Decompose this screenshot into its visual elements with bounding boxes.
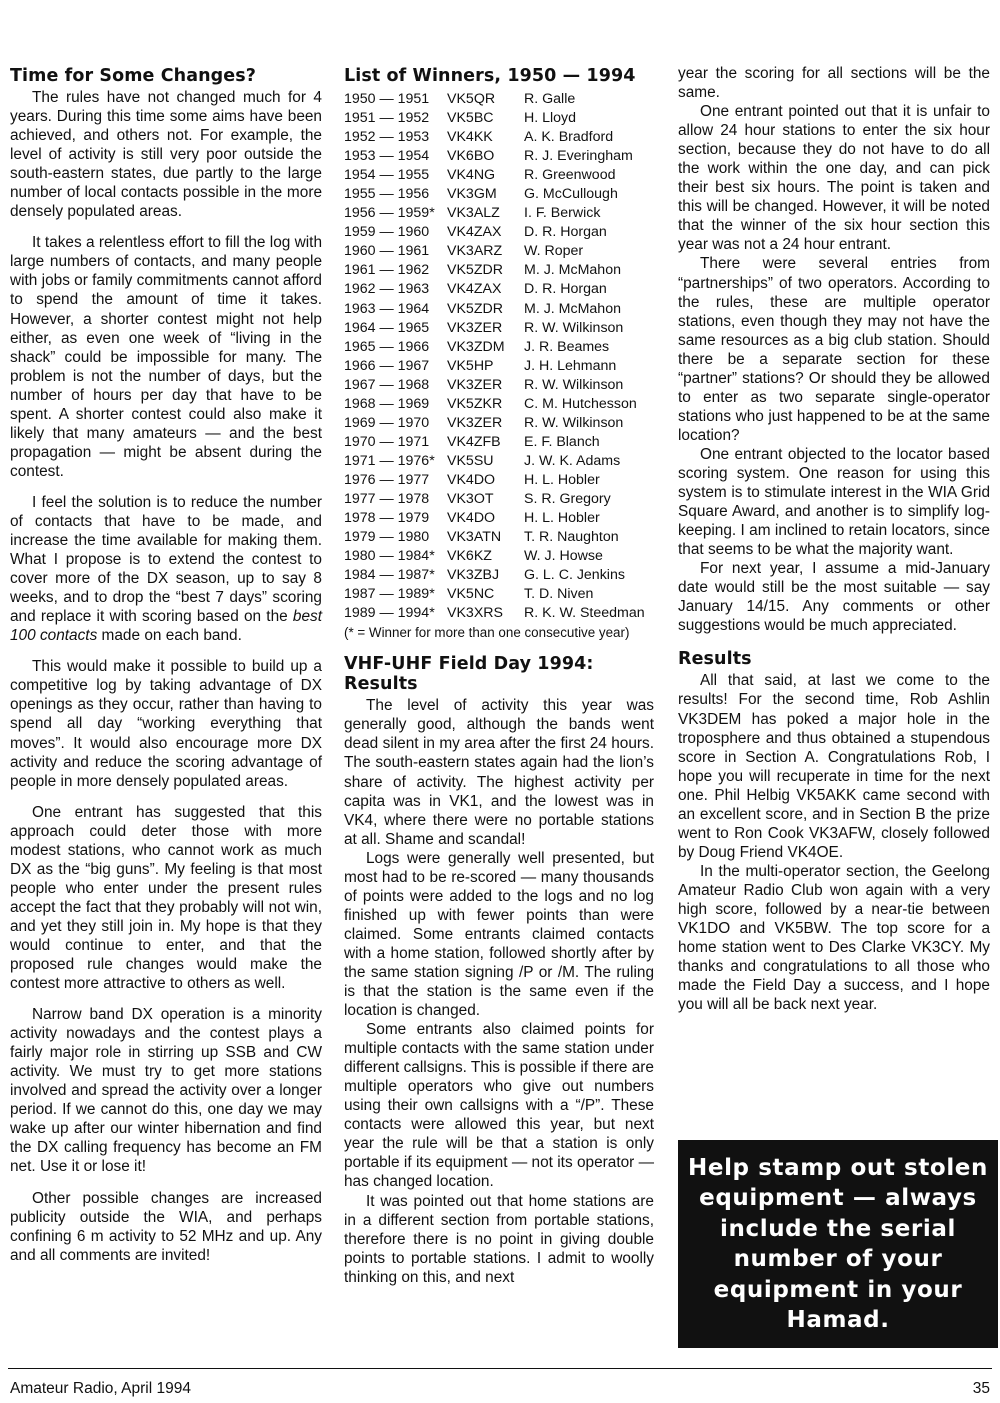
winner-callsign: VK3ZER — [447, 319, 503, 336]
paragraph: There were several entries from “partnerships” of two operators. According to the rules, these are multiple operator stations, even though they may not have the same resources as a big club station. Should there be a separate section for these “partner” stations? Or should they be allowed to enter as two separate single-operator stations who just happened to be at the same location? — [678, 255, 990, 444]
winner-row — [344, 528, 645, 547]
winner-name: T. D. Niven — [524, 586, 594, 603]
winner-years: 1952 — 1953 — [344, 129, 430, 146]
paragraph: It was pointed out that home stations are in a different section from portable stations, therefore there is no point in giving double points to portable stations. I admit to woolly thinking on this, and next — [344, 1192, 654, 1286]
paragraph: Other possible changes are increased publicity outside the WIA, and perhaps confining 6 m activity to 52 MHz and up. Any and all comments are invited! — [10, 1189, 322, 1264]
winner-name: R. W. Wilkinson — [524, 376, 624, 393]
winner-name: C. M. Hutchesson — [524, 395, 637, 412]
winner-row — [344, 452, 645, 471]
paragraph-text: I feel the solution is to reduce the number of contacts that have to be made, and increase the time available for making them. What I propose is to extend the contest to cover more of the DX season, up to say 8 weeks, and to drop the “best 7 days” scoring and replace it with scoring based on the — [10, 493, 322, 626]
winner-callsign: VK5SU — [447, 452, 494, 469]
paragraph: year the scoring for all sections will be the same. — [678, 65, 990, 102]
paragraph: One entrant has suggested that this approach could deter those with more modest stations, who cannot work as much DX as the “big guns”. My feeling is that most people who enter under the present rules accept the fact that they probably will not win, and yet they still join in. My hope is that they would continue to enter, and that the proposed rule changes would make the contest more attractive to others as well. — [10, 803, 322, 993]
winner-name: G. McCullough — [524, 186, 618, 203]
winner-row — [344, 357, 645, 376]
winner-row — [344, 585, 645, 604]
winner-row — [344, 414, 645, 433]
footer-publication: Amateur Radio, April 1994 — [10, 1380, 191, 1397]
heading-line: VHF-UHF Field Day 1994: — [344, 654, 594, 675]
winner-row — [344, 166, 645, 185]
paragraph: Logs were generally well presented, but most had to be re-scored — many thousands of points were added to the logs and no log finished up with fewer points than were claimed. Some entrants claimed contacts with a home station, followed shortly after by the same station signing /P or /M. The ruling is that the station is the same even if the location is changed. — [344, 849, 654, 1020]
winner-years: 1968 — 1969 — [344, 395, 430, 412]
winner-row — [344, 376, 645, 395]
winner-name: H. L. Hobler — [524, 510, 600, 527]
winner-row — [344, 223, 645, 242]
winner-name: R. Greenwood — [524, 167, 616, 184]
section-heading-winners: List of Winners, 1950 — 1994 — [344, 66, 636, 86]
paragraph: It takes a relentless effort to fill the log with large numbers of contacts, and many people with jobs or family commitments cannot afford to spend the amount of time it takes. However, a shorter contest might not help either, as even one week of “living in the shack” could be impossible for many. The problem is not the number of days, but the number of hours per day that have to be spent. A shorter contest could also make it likely that many amateurs — and the best propagation — might be absent during the contest. — [10, 234, 322, 480]
winner-name: R. W. Wilkinson — [524, 319, 624, 336]
winner-name: H. L. Hobler — [524, 471, 600, 488]
winner-callsign: VK3ZBJ — [447, 567, 500, 584]
winner-name: G. L. C. Jenkins — [524, 567, 625, 584]
winner-name: T. R. Naughton — [524, 529, 619, 546]
winner-row — [344, 128, 645, 147]
winner-years: 1950 — 1951 — [344, 91, 430, 107]
heading-line: Results — [344, 674, 418, 695]
column-field-day-continued — [678, 64, 990, 1014]
winner-callsign: VK4ZAX — [447, 281, 502, 298]
winner-row — [344, 395, 645, 414]
winner-row — [344, 338, 645, 357]
winner-years: 1967 — 1968 — [344, 376, 430, 393]
winner-years: 1962 — 1963 — [344, 281, 430, 298]
winner-years: 1965 — 1966 — [344, 338, 430, 355]
winner-years: 1951 — 1952 — [344, 110, 430, 127]
winner-callsign: VK5BC — [447, 110, 494, 127]
winner-row — [344, 604, 645, 623]
winner-years: 1969 — 1970 — [344, 414, 430, 431]
winner-name: M. J. McMahon — [524, 300, 621, 317]
winner-name: R. Galle — [524, 91, 576, 107]
paragraph: This would make it possible to build up a competitive log by taking advantage of DX openings as they occur, rather than having to spend all day “working everything that moves”. It would also encourage more DX activity and reduce the scoring advantage of people in more densely populated areas. — [10, 658, 322, 790]
paragraph-text: made on each band. — [97, 627, 242, 645]
paragraph — [10, 493, 322, 645]
winner-row — [344, 471, 645, 490]
winner-name: D. R. Horgan — [524, 224, 607, 241]
winner-row — [344, 109, 645, 128]
winner-row — [344, 566, 645, 585]
winner-callsign: VK5QR — [447, 91, 496, 107]
winner-callsign: VK4KK — [447, 129, 493, 146]
winner-row — [344, 319, 645, 338]
winner-callsign: VK3ZDM — [447, 338, 505, 355]
winner-name: W. Roper — [524, 243, 584, 260]
winner-callsign: VK4DO — [447, 510, 496, 527]
section-heading-changes: Time for Some Changes? — [10, 66, 257, 86]
winner-years: 1956 — 1959* — [344, 205, 435, 222]
winner-callsign: VK4DO — [447, 471, 496, 488]
paragraph: Some entrants also claimed points for multiple contacts with the same station under different callsigns. This is possible if there are multiple operators who give out numbers using their own callsigns with a “/P”. These contacts were allowed this year, but next year the rule will be that a station is only portable if its equipment — not its operator — has changed location. — [344, 1021, 654, 1191]
winner-callsign: VK4ZAX — [447, 224, 502, 241]
column-winners-and-field-day — [344, 66, 654, 1287]
winner-row — [344, 509, 645, 528]
hamad-promo-box — [678, 1140, 998, 1348]
page-number: 35 — [972, 1380, 990, 1397]
winner-callsign: VK4NG — [447, 167, 496, 184]
winner-years: 1987 — 1989* — [344, 586, 435, 603]
winner-years: 1959 — 1960 — [344, 224, 430, 241]
winner-row — [344, 280, 645, 299]
winner-years: 1963 — 1964 — [344, 300, 430, 317]
winner-name: I. F. Berwick — [524, 205, 601, 222]
winner-callsign: VK5HP — [447, 357, 494, 374]
winner-row — [344, 261, 645, 280]
winner-callsign: VK5ZKR — [447, 395, 503, 412]
section-heading-field-day — [344, 654, 654, 694]
winner-callsign: VK5ZDR — [447, 262, 503, 279]
winner-row — [344, 490, 645, 509]
winner-years: 1989 — 1994* — [344, 605, 435, 622]
winner-name: J. R. Beames — [524, 338, 610, 355]
column-time-for-changes — [10, 66, 322, 1265]
paragraph: The rules have not changed much for 4 years. During this time some aims have been achieved, and others not. For example, the level of activity is still very poor outside the south-eastern states, due partly to the large number of local contacts possible in the more densely populated areas. — [10, 89, 322, 221]
winner-callsign: VK3ZER — [447, 376, 503, 393]
winner-years: 1976 — 1977 — [344, 471, 430, 488]
winners-footnote: (* = Winner for more than one consecutive year) — [344, 625, 630, 641]
winner-name: D. R. Horgan — [524, 281, 607, 298]
winner-callsign: VK3ALZ — [447, 205, 500, 222]
winner-name: R. J. Everingham — [524, 148, 633, 165]
winner-callsign: VK3ZER — [447, 414, 503, 431]
winner-years: 1966 — 1967 — [344, 357, 430, 374]
winners-table-body — [344, 90, 645, 623]
winner-name: S. R. Gregory — [524, 490, 611, 507]
winner-row — [344, 547, 645, 566]
paragraph: One entrant pointed out that it is unfair to allow 24 hour stations to enter the six hour section, because they do not have to do all the work within the one day, and can pick their best six hours. The point is taken and this will be changed. However, it will be noted that the winner of the six hour section this year was not a 24 hour entrant. — [678, 103, 990, 254]
winner-years: 1984 — 1987* — [344, 567, 435, 584]
winner-callsign: VK3OT — [447, 490, 494, 507]
winner-name: R. K. W. Steedman — [524, 605, 645, 622]
paragraph: The level of activity this year was generally good, although the bands went dead silent in my area after the first 24 hours. The south-eastern states again had the lion’s share of activity. The highest activity per capita was in VK1, and the lowest was in VK4, where there were no portable stations at all. Shame and scandal! — [344, 697, 654, 848]
winner-name: A. K. Bradford — [524, 129, 614, 146]
winner-row — [344, 433, 645, 452]
winner-row — [344, 185, 645, 204]
winner-years: 1955 — 1956 — [344, 186, 430, 203]
emphasis-text: best 100 contacts — [10, 608, 322, 645]
winner-callsign: VK3GM — [447, 186, 497, 203]
winner-years: 1954 — 1955 — [344, 167, 430, 184]
winner-years: 1953 — 1954 — [344, 148, 430, 165]
winner-years: 1960 — 1961 — [344, 243, 430, 260]
winner-row — [344, 300, 645, 319]
winner-callsign: VK6KZ — [447, 548, 492, 565]
winner-callsign: VK3ARZ — [447, 243, 503, 260]
winner-name: R. W. Wilkinson — [524, 414, 624, 431]
promo-text: Help stamp out stolen equipment — always include the serial number of your equipment in your Hamad. — [688, 1154, 988, 1333]
winner-years: 1980 — 1984* — [344, 548, 435, 565]
winner-name: M. J. McMahon — [524, 262, 621, 279]
winner-years: 1971 — 1976* — [344, 452, 435, 469]
winner-years: 1977 — 1978 — [344, 490, 430, 507]
winner-callsign: VK6BO — [447, 148, 495, 165]
winner-years: 1979 — 1980 — [344, 529, 430, 546]
winner-row — [344, 90, 645, 109]
footer-rule — [8, 1368, 992, 1369]
winners-table — [344, 90, 645, 623]
winner-years: 1978 — 1979 — [344, 510, 430, 527]
section-heading-results: Results — [678, 649, 752, 670]
winner-years: 1970 — 1971 — [344, 433, 430, 450]
winner-name: J. H. Lehmann — [524, 357, 617, 374]
winner-callsign: VK3XRS — [447, 605, 503, 622]
winner-callsign: VK4ZFB — [447, 433, 501, 450]
winner-callsign: VK5ZDR — [447, 300, 503, 317]
paragraph: Narrow band DX operation is a minority activity nowadays and the contest plays a fairly major role in stirring up SSB and CW activity. We must try to get more stations involved and spread the activity over a longer period. If we cannot do this, one day we may wake up after our winter hibernation and find the DX calling frequency has become an FM net. Use it or lose it! — [10, 1006, 322, 1176]
winner-name: W. J. Howse — [524, 548, 603, 565]
winner-callsign: VK3ATN — [447, 529, 502, 546]
winner-years: 1961 — 1962 — [344, 262, 430, 279]
winner-row — [344, 147, 645, 166]
winner-years: 1964 — 1965 — [344, 319, 430, 336]
winner-row — [344, 242, 645, 261]
paragraph: All that said, at last we come to the results! For the second time, Rob Ashlin VK3DEM has poked a major hole in the troposphere and thus obtained a stupendous score in Section A. Congratulations Rob, I hope you will recuperate in time for the next one. Phil Helbig VK5AKK came second with an excellent score, and in Section B the prize went to Ron Cook VK3AFW, closely followed by Doug Friend VK4OE. — [678, 672, 990, 861]
paragraph: In the multi-operator section, the Geelong Amateur Radio Club won again with a very high score, followed by a near-tie between VK1DO and VK5BW. The top score for a home station went to Des Clarke VK3CY. My thanks and congratulations to all those who made the Field Day a success, and I hope you will all be back next year. — [678, 862, 990, 1014]
winner-name: J. W. K. Adams — [524, 452, 621, 469]
winner-callsign: VK5NC — [447, 586, 495, 603]
winner-name: H. Lloyd — [524, 110, 577, 127]
winner-name: E. F. Blanch — [524, 433, 600, 450]
paragraph: One entrant objected to the locator based scoring system. One reason for using this system is to stimulate interest in the WIA Grid Square Award, and another is to simplify log-keeping. I am inclined to retain locators, since that seems to be what the majority want. — [678, 445, 990, 559]
winner-row — [344, 204, 645, 223]
paragraph: For next year, I assume a mid-January date would still be the most suitable — say January 14/15. Any comments or other suggestions would be much appreciated. — [678, 560, 990, 635]
